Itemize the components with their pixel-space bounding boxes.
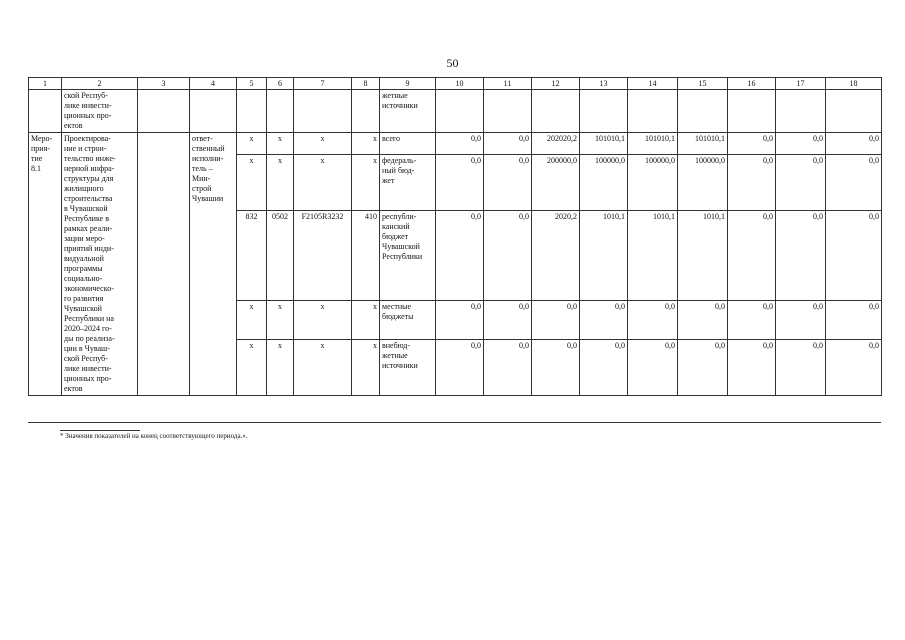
text-line: внебюд-: [382, 340, 410, 350]
cell-c13: 0,0: [580, 300, 628, 339]
column-header-10: 10: [436, 78, 484, 90]
measure-number: [29, 133, 62, 396]
funding-source: [380, 300, 436, 339]
text-line: федераль-: [382, 156, 417, 166]
text-line: ционных про-: [64, 111, 112, 120]
text-line: программы: [64, 264, 103, 273]
text-line: лике инвести-: [64, 364, 112, 373]
cell-c10: 0,0: [436, 211, 484, 301]
text-line: всего: [382, 134, 401, 143]
cell-c10: 0,0: [436, 300, 484, 339]
column-header-1: 1: [29, 78, 62, 90]
table-bottom-rule: [28, 422, 881, 423]
column-header-13: 13: [580, 78, 628, 90]
cell-c8: x: [352, 155, 380, 211]
header-row: [29, 78, 882, 90]
cell-c18: 0,0: [826, 339, 882, 395]
measure-col3: [138, 133, 190, 396]
text-line: рамках реали-: [64, 224, 113, 233]
table-row: [29, 133, 882, 155]
cont-col1: [29, 90, 62, 133]
column-header-16: 16: [728, 78, 776, 90]
text-line: Мин-: [192, 174, 211, 183]
cell-c12: 0,0: [532, 300, 580, 339]
cell-c11: 0,0: [484, 300, 532, 339]
cell-c16: 0,0: [728, 155, 776, 211]
cell-c14: 0,0: [628, 339, 678, 395]
cell-c16: 0,0: [728, 300, 776, 339]
column-header-2: 2: [62, 78, 138, 90]
column-header-6: 6: [267, 78, 294, 90]
cell-c5: x: [237, 155, 267, 211]
text-line: нерной инфра-: [64, 164, 115, 173]
cell-c5: 832: [237, 211, 267, 301]
cell-c7: x: [294, 339, 352, 395]
text-line: социально-: [64, 274, 103, 283]
cell-c12: 202020,2: [532, 133, 580, 155]
cell-c5: x: [237, 133, 267, 155]
column-header-5: 5: [237, 78, 267, 90]
measure-title: [62, 133, 138, 396]
text-line: 8.1: [31, 164, 41, 173]
cell-c15: 1010,1: [678, 211, 728, 301]
text-line: ской Респуб-: [64, 91, 108, 100]
cell-c15: 0,0: [678, 339, 728, 395]
cell-c10: 0,0: [436, 133, 484, 155]
cell-c13: 101010,1: [580, 133, 628, 155]
cell-c14: 1010,1: [628, 211, 678, 301]
cell-c6: x: [267, 339, 294, 395]
cell-c8: x: [352, 339, 380, 395]
text-line: ской Респуб-: [64, 354, 108, 363]
text-line: го развития: [64, 294, 104, 303]
text-line: источники: [382, 360, 418, 370]
text-line: бюджеты: [382, 311, 414, 321]
cell-c11: 0,0: [484, 339, 532, 395]
text-line: ды по реализа-: [64, 334, 115, 343]
text-line: зации меро-: [64, 234, 105, 243]
text-line: видуальной: [64, 254, 104, 263]
text-line: ние и строи-: [64, 144, 107, 153]
cell-c11: 0,0: [484, 133, 532, 155]
text-line: жилищного: [64, 184, 104, 193]
text-line: канский: [382, 222, 410, 232]
cell-c5: x: [237, 300, 267, 339]
cell-c6: x: [267, 155, 294, 211]
text-line: Чувашии: [192, 194, 224, 203]
cell-c12: 2020,2: [532, 211, 580, 301]
cell-c8: x: [352, 300, 380, 339]
cell-c15: 0,0: [678, 300, 728, 339]
column-header-8: 8: [352, 78, 380, 90]
cell-c18: 0,0: [826, 133, 882, 155]
text-line: ектов: [64, 384, 83, 393]
text-line: ственный: [192, 144, 225, 153]
text-line: источники: [382, 101, 418, 110]
column-header-9: 9: [380, 78, 436, 90]
cell-c17: 0,0: [776, 155, 826, 211]
text-line: жетные: [382, 350, 408, 360]
text-line: Чувашской: [382, 242, 420, 252]
text-line: приятий инди-: [64, 244, 114, 253]
text-line: строй: [192, 184, 212, 193]
cell-c18: 0,0: [826, 155, 882, 211]
column-header-14: 14: [628, 78, 678, 90]
text-line: тельство инже-: [64, 154, 116, 163]
cell-c17: 0,0: [776, 339, 826, 395]
text-line: структуры для: [64, 174, 114, 183]
funding-source: [380, 155, 436, 211]
cell-c13: 100000,0: [580, 155, 628, 211]
cell-c16: 0,0: [728, 133, 776, 155]
text-line: ционных про-: [64, 374, 112, 383]
text-line: прия-: [31, 144, 50, 153]
cell-c14: 100000,0: [628, 155, 678, 211]
funding-source: [380, 133, 436, 155]
text-line: ный бюд-: [382, 166, 415, 176]
text-line: ектов: [64, 121, 83, 130]
cell-c12: 200000,0: [532, 155, 580, 211]
page-number: 50: [446, 56, 459, 70]
cell-c10: 0,0: [436, 339, 484, 395]
cell-c12: 0,0: [532, 339, 580, 395]
cell-c7: x: [294, 300, 352, 339]
cell-c8: x: [352, 133, 380, 155]
text-line: лике инвести-: [64, 101, 112, 110]
cell-c15: 100000,0: [678, 155, 728, 211]
footnote-rule: [60, 430, 140, 431]
continuation-row: [29, 90, 882, 133]
text-line: 2020–2024 го-: [64, 324, 112, 333]
cell-c15: 101010,1: [678, 133, 728, 155]
column-header-7: 7: [294, 78, 352, 90]
cell-c11: 0,0: [484, 211, 532, 301]
text-line: бюджет: [382, 232, 409, 242]
text-line: ответ-: [192, 134, 213, 143]
column-header-11: 11: [484, 78, 532, 90]
cell-c6: x: [267, 133, 294, 155]
cell-c5: x: [237, 339, 267, 395]
text-line: ции в Чуваш-: [64, 344, 110, 353]
text-line: тие: [31, 154, 43, 163]
funding-source: [380, 211, 436, 301]
text-line: местные: [382, 301, 412, 311]
text-line: Проектирова-: [64, 134, 111, 143]
cell-c18: 0,0: [826, 300, 882, 339]
column-header-12: 12: [532, 78, 580, 90]
column-header-18: 18: [826, 78, 882, 90]
cell-c14: 101010,1: [628, 133, 678, 155]
funding-source: [380, 339, 436, 395]
cell-c11: 0,0: [484, 155, 532, 211]
responsible-executor: [190, 133, 237, 396]
cell-c8: 410: [352, 211, 380, 301]
text-line: Республики на: [64, 314, 114, 323]
text-line: республи-: [382, 212, 417, 222]
cell-c10: 0,0: [436, 155, 484, 211]
footnote: * Значения показателей на конец соответствующего периода.».: [60, 432, 248, 440]
text-line: Республики: [382, 252, 423, 262]
cell-c13: 0,0: [580, 339, 628, 395]
column-header-17: 17: [776, 78, 826, 90]
cont-col9: [380, 90, 436, 133]
cell-c16: 0,0: [728, 211, 776, 301]
cell-c14: 0,0: [628, 300, 678, 339]
cell-c17: 0,0: [776, 211, 826, 301]
cell-c18: 0,0: [826, 211, 882, 301]
cell-c7: x: [294, 133, 352, 155]
cell-c17: 0,0: [776, 133, 826, 155]
text-line: Республике в: [64, 214, 109, 223]
text-line: строительства: [64, 194, 113, 203]
text-line: жетные: [382, 91, 408, 100]
column-header-4: 4: [190, 78, 237, 90]
text-line: в Чувашской: [64, 204, 108, 213]
cell-c6: 0502: [267, 211, 294, 301]
text-line: экономическо-: [64, 284, 114, 293]
text-line: Меро-: [31, 134, 53, 143]
cell-c13: 1010,1: [580, 211, 628, 301]
column-header-3: 3: [138, 78, 190, 90]
text-line: тель –: [192, 164, 213, 173]
column-header-15: 15: [678, 78, 728, 90]
text-line: Чувашской: [64, 304, 102, 313]
text-line: исполни-: [192, 154, 224, 163]
text-line: жет: [382, 176, 395, 186]
cell-c16: 0,0: [728, 339, 776, 395]
cont-col2: [62, 90, 138, 133]
cell-c17: 0,0: [776, 300, 826, 339]
cell-c7: x: [294, 155, 352, 211]
budget-table: [28, 77, 882, 396]
cell-c6: x: [267, 300, 294, 339]
cell-c7: F2105R3232: [294, 211, 352, 301]
